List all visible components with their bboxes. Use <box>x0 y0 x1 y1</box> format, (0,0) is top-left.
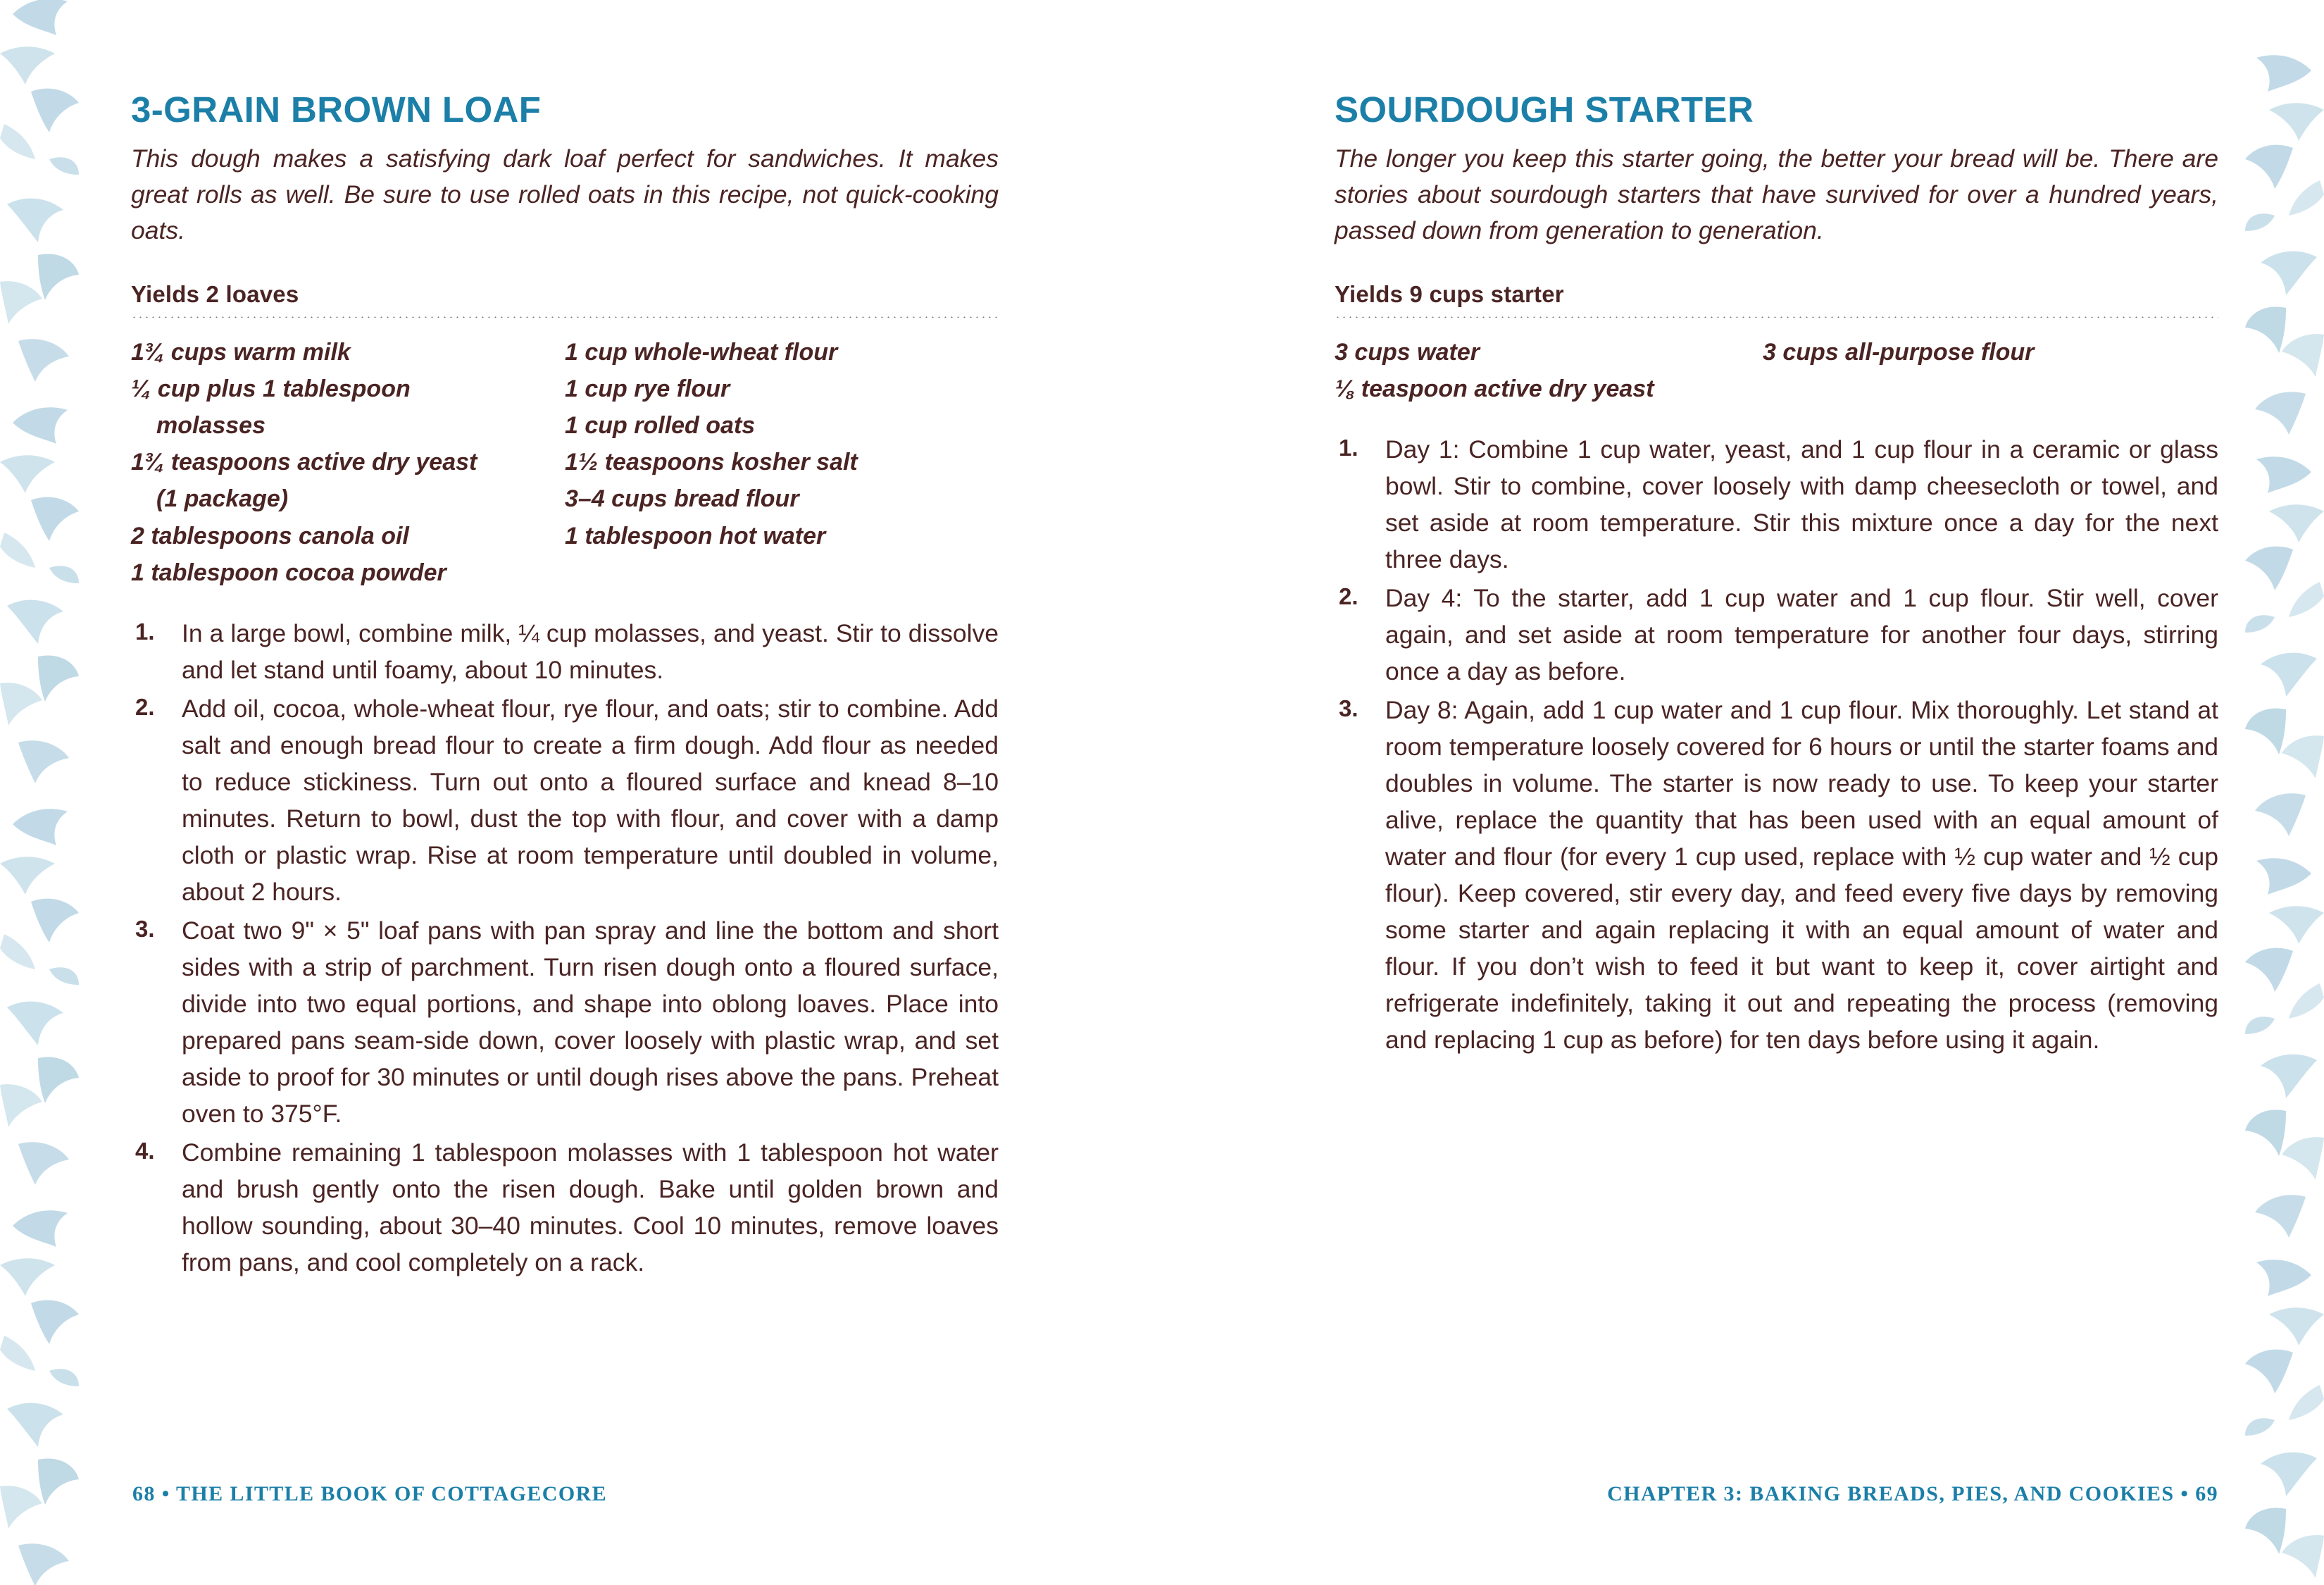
yields-label: Yields 9 cups starter <box>1335 281 1564 308</box>
ingredient-item: 1 tablespoon cocoa powder <box>131 559 446 586</box>
page-right <box>1162 0 2324 1585</box>
section-divider <box>131 316 999 318</box>
recipe-intro: The longer you keep this starter going, the better your bread will be. There are stories about sourdough starters that have survived for over a hundred years, passed down from generation to generation. <box>1335 144 2218 245</box>
recipe-intro: This dough makes a satisfying dark loaf perfect for sandwiches. It makes great rolls as well. Be sure to use rolled oats in this recipe, not quick-cooking oats. <box>131 144 999 245</box>
ingredient-item: 1 cup rolled oats <box>565 412 756 440</box>
ingredient-item: 3–4 cups bread flour <box>565 485 799 513</box>
ingredient-continuation: (1 package) <box>156 485 289 513</box>
ingredient-item: 2 tablespoons canola oil <box>131 522 409 549</box>
instruction-step: Combine remaining 1 tablespoon molasses with 1 tablespoon hot water and brush gently onto the risen dough. Bake until golden brown and hollow sounding, about 30–40 minutes. Cool 10 minutes, remove loaves from pans, and cool completely on a rack. <box>182 1138 999 1276</box>
ingredient-item: 1¾ cups warm milk <box>131 339 351 366</box>
instruction-step: Coat two 9" × 5" loaf pans with pan spray and line the bottom and short sides with a strip of parchment. Turn risen dough onto a floured surface, divide into two equal portions, and shape into oblong loaves. Place into prepared pans seam-side down, cover loosely with plastic wrap, and set aside to proof for 30 minutes or until dough rises above the pans. Preheat oven to 375°F. <box>182 916 999 1128</box>
ingredient-item: ⅛ teaspoon active dry yeast <box>1335 375 1654 403</box>
instruction-steps <box>131 615 999 1281</box>
ingredients-column-1 <box>1335 334 1763 407</box>
page-footer-right: CHAPTER 3: BAKING BREADS, PIES, AND COOKIES • 69 <box>1607 1482 2218 1505</box>
instruction-step: Day 1: Combine 1 cup water, yeast, and 1 cup flour in a ceramic or glass bowl. Stir to combine, cover loosely with damp cheesecloth or towel, and set aside at room temperature. Stir this mixture once a day for the next three days. <box>1385 435 2218 574</box>
ingredient-item: 1½ teaspoons kosher salt <box>565 449 858 476</box>
recipe-title: SOURDOUGH STARTER <box>1335 89 1754 130</box>
ingredient-item: 1 cup rye flour <box>565 375 730 403</box>
ingredients-list <box>1335 334 2218 407</box>
yields-label: Yields 2 loaves <box>131 281 299 308</box>
instruction-step: Day 8: Again, add 1 cup water and 1 cup flour. Mix thoroughly. Let stand at room temperature loosely covered for 6 hours or until the starter foams and doubles in volume. The starter is now ready to use. To keep your starter alive, replace the quantity that has been used with an equal amount of water and flour (for every 1 cup used, replace with ½ cup water and ½ cup flour). Keep covered, stir every day, and feed every five days by removing some starter and again replacing it with an equal amount of water and flour. If you don’t wish to feed it but want to keep it, cover airtight and refrigerate indefinitely, taking it out and repeating the process (removing and replacing 1 cup as before) for ten days before using it again. <box>1385 696 2218 1055</box>
instruction-step: In a large bowl, combine milk, ¼ cup molasses, and yeast. Stir to dissolve and let stand until foamy, about 10 minutes. <box>182 619 999 684</box>
ingredients-column-2 <box>565 334 999 590</box>
instruction-step: Add oil, cocoa, whole-wheat flour, rye flour, and oats; stir to combine. Add salt and enough bread flour to create a firm dough. Add flour as needed to reduce stickiness. Turn out onto a floured surface and knead 8–10 minutes. Return to bowl, dust the top with flour, and cover with a damp cloth or plastic wrap. Rise at room temperature until doubled in volume, about 2 hours. <box>182 694 999 906</box>
ingredient-item: 3 cups all-purpose flour <box>1763 339 2035 366</box>
ingredients-column-1 <box>131 334 565 590</box>
ingredient-continuation: molasses <box>156 412 265 440</box>
ingredient-item: 3 cups water <box>1335 339 1480 366</box>
ingredient-item: 1 tablespoon hot water <box>565 522 826 549</box>
recipe-title: 3-GRAIN BROWN LOAF <box>131 89 542 130</box>
instruction-step: Day 4: To the starter, add 1 cup water and 1 cup flour. Stir well, cover again, and set aside at room temperature for another four days, stirring once a day as before. <box>1385 584 2218 686</box>
ingredient-item: 1 cup whole-wheat flour <box>565 339 838 366</box>
page-footer-left: 68 • THE LITTLE BOOK OF COTTAGECORE <box>132 1482 608 1505</box>
ingredient-item: 1¾ teaspoons active dry yeast (1 package) <box>131 444 565 517</box>
ingredient-item: ¼ cup plus 1 tablespoon molasses <box>131 371 565 444</box>
instruction-steps <box>1335 431 2218 1058</box>
ingredients-column-2 <box>1763 334 2191 407</box>
section-divider <box>1335 316 2218 318</box>
ingredients-list <box>131 334 999 590</box>
